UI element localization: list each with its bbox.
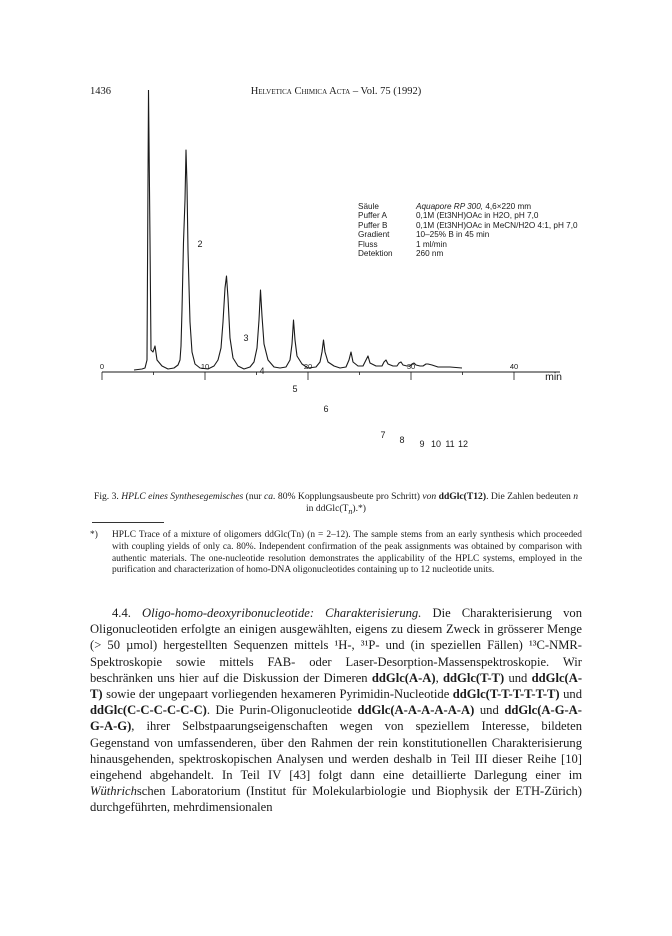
- condition-key: Gradient: [358, 230, 390, 240]
- body-text: schen Laboratorium (Institut für Molekularbiologie und Biophysik der ETH-Zürich) durchgeführten, mehrdimensionalen: [90, 784, 582, 815]
- journal-name: Helvetica Chimica Acta: [250, 86, 351, 97]
- compound-name: ddGlc(A-T): [90, 670, 583, 702]
- compound-name: ddGlc(A-G-A-G-A-G): [90, 703, 582, 734]
- peak-label: 8: [399, 435, 405, 445]
- peak-label: 3: [243, 333, 249, 343]
- peak-label: 4: [259, 366, 265, 376]
- caption-von: von: [422, 491, 437, 502]
- condition-value: [416, 202, 578, 211]
- peak-label: 12: [457, 439, 469, 449]
- peak-label: 9: [419, 439, 425, 449]
- body-text: sowie der ungepaart vorliegenden hexameren Pyrimidin-Nucleotide: [106, 687, 450, 702]
- peak-label: 7: [380, 430, 386, 440]
- caption-compound: ddGlc(T12): [438, 491, 487, 502]
- peak-label: 10: [430, 439, 442, 449]
- body-text: , ihrer Selbstpaarungseigenschaften wegen von speziellem Interesse, bildeten Gegenstand von umfassenderen, über den Rahmen der rein konstitutionellen Charakterisierung hinausgehenden, spektroskopischen Analysen und werden deshalb in Teil III dieser Reihe [10] eingehend abgehandelt. In Teil IV [43] folgt dann eine detaillierte Darlegung einer im: [90, 719, 582, 783]
- caption-text: (nur: [245, 491, 262, 502]
- body-text: ,: [435, 670, 439, 685]
- person-name: Wüthrich: [90, 784, 137, 799]
- footnote-rule: [92, 522, 164, 523]
- section-title: Oligo-homo-deoxyribonucleotide: Charakterisierung.: [142, 606, 422, 620]
- peak-label: 11: [445, 439, 455, 449]
- hplc-conditions: [358, 202, 578, 258]
- condition-key: Säule: [358, 202, 379, 211]
- caption-text: ).*): [352, 503, 366, 515]
- x-tick-label: 20: [303, 362, 313, 371]
- condition-row: [358, 249, 578, 258]
- journal-volume: Vol. 75 (1992): [360, 86, 422, 97]
- condition-value: 1 ml/min: [416, 239, 447, 249]
- body-text: und: [508, 670, 528, 685]
- condition-value: 260 nm: [416, 249, 444, 259]
- condition-row: [358, 221, 578, 230]
- column-size: 4,6×220 mm: [483, 202, 532, 211]
- figure-label: Fig. 3.: [94, 491, 119, 502]
- compound-name: ddGlc(C-C-C-C-C-C): [90, 703, 207, 718]
- condition-value: 0,1M (Et3NH)OAc in H2O, pH 7,0: [416, 211, 539, 221]
- x-tick-label: 30: [406, 362, 416, 371]
- x-axis-ticks: [102, 372, 514, 380]
- body-text: und: [563, 687, 582, 702]
- condition-value: 0,1M (Et3NH)OAc in MeCN/H2O 4:1, pH 7,0: [416, 220, 578, 230]
- condition-row: [358, 240, 578, 249]
- condition-key: Puffer B: [358, 220, 388, 230]
- footnote-text: HPLC Trace of a mixture of oligomers ddGlc(Tn) (n = 2–12). The sample stems from an early synthesis which proceeded with coupling yields of only ca. 80%. Independent confirmation of the peak assignments was obtained by comparison with authentic materials. The one-nucleotide resolution demonstrates the applicability of the HPLC systems, employed in the purification and characterization of homo-DNA oligonucleotides containing up to 12 nucleotide units.: [112, 530, 582, 576]
- x-tick-label: 0: [99, 362, 105, 371]
- caption-text: in ddGlc(T: [306, 503, 349, 515]
- figure-caption: [92, 491, 580, 519]
- peak-label: 6: [323, 404, 329, 414]
- compound-name: ddGlc(T-T-T-T-T-T): [452, 687, 560, 702]
- caption-n: n: [573, 491, 578, 502]
- page-number: 1436: [90, 86, 111, 97]
- condition-key: Fluss: [358, 239, 378, 249]
- condition-key: Puffer A: [358, 211, 387, 221]
- compound-name: ddGlc(A-A): [371, 670, 436, 685]
- footnote-mark: *): [90, 530, 98, 540]
- caption-text: . Die Zahlen bedeuten: [486, 491, 571, 502]
- section-number: 4.4.: [112, 606, 131, 620]
- peak-label: 5: [292, 384, 298, 394]
- section-paragraph: [90, 605, 582, 816]
- condition-row: [358, 211, 578, 220]
- caption-text: 80% Kopplungsausbeute pro Schritt): [277, 491, 420, 502]
- caption-title: HPLC eines Synthesegemisches: [121, 491, 244, 502]
- hplc-chromatogram: [90, 90, 590, 490]
- body-text: . Die Purin-Oligonucleotide: [206, 703, 352, 718]
- peak-labels: [197, 239, 468, 449]
- header-separator: –: [350, 86, 361, 97]
- body-text: Die Charakterisierung von Oligonucleotiden erfolgte an einigen ausgewählten, eigens zu diesem Zweck in grösserer Menge (> 50 µmol) hergestellten Sequenzen mittels ¹H-, ³¹P- und (in speziellen Fällen) ¹³C-NMR-Spektroskopie sowie mittels FAB- oder Laser-Desorption-Massenspektroskopie. Wir beschränken uns hier auf die Diskussion der Dimeren: [90, 606, 582, 685]
- condition-row: [358, 230, 578, 239]
- condition-row: [358, 202, 578, 211]
- caption-ca: ca.: [264, 491, 276, 502]
- x-tick-label: 40: [509, 362, 519, 371]
- footnote: [90, 530, 582, 577]
- x-axis-unit: min: [545, 371, 562, 383]
- body-text: und: [479, 703, 499, 718]
- conditions-table: [358, 202, 578, 258]
- x-tick-label: 10: [200, 362, 210, 371]
- peak-label: 2: [197, 239, 203, 249]
- caption-n-subscript: n: [348, 507, 353, 517]
- column-name: Aquapore RP 300,: [416, 202, 484, 211]
- condition-key: Detektion: [358, 249, 393, 259]
- compound-name: ddGlc(T-T): [443, 670, 505, 685]
- compound-name: ddGlc(A-A-A-A-A-A): [357, 703, 475, 718]
- condition-value: 10–25% B in 45 min: [416, 230, 490, 240]
